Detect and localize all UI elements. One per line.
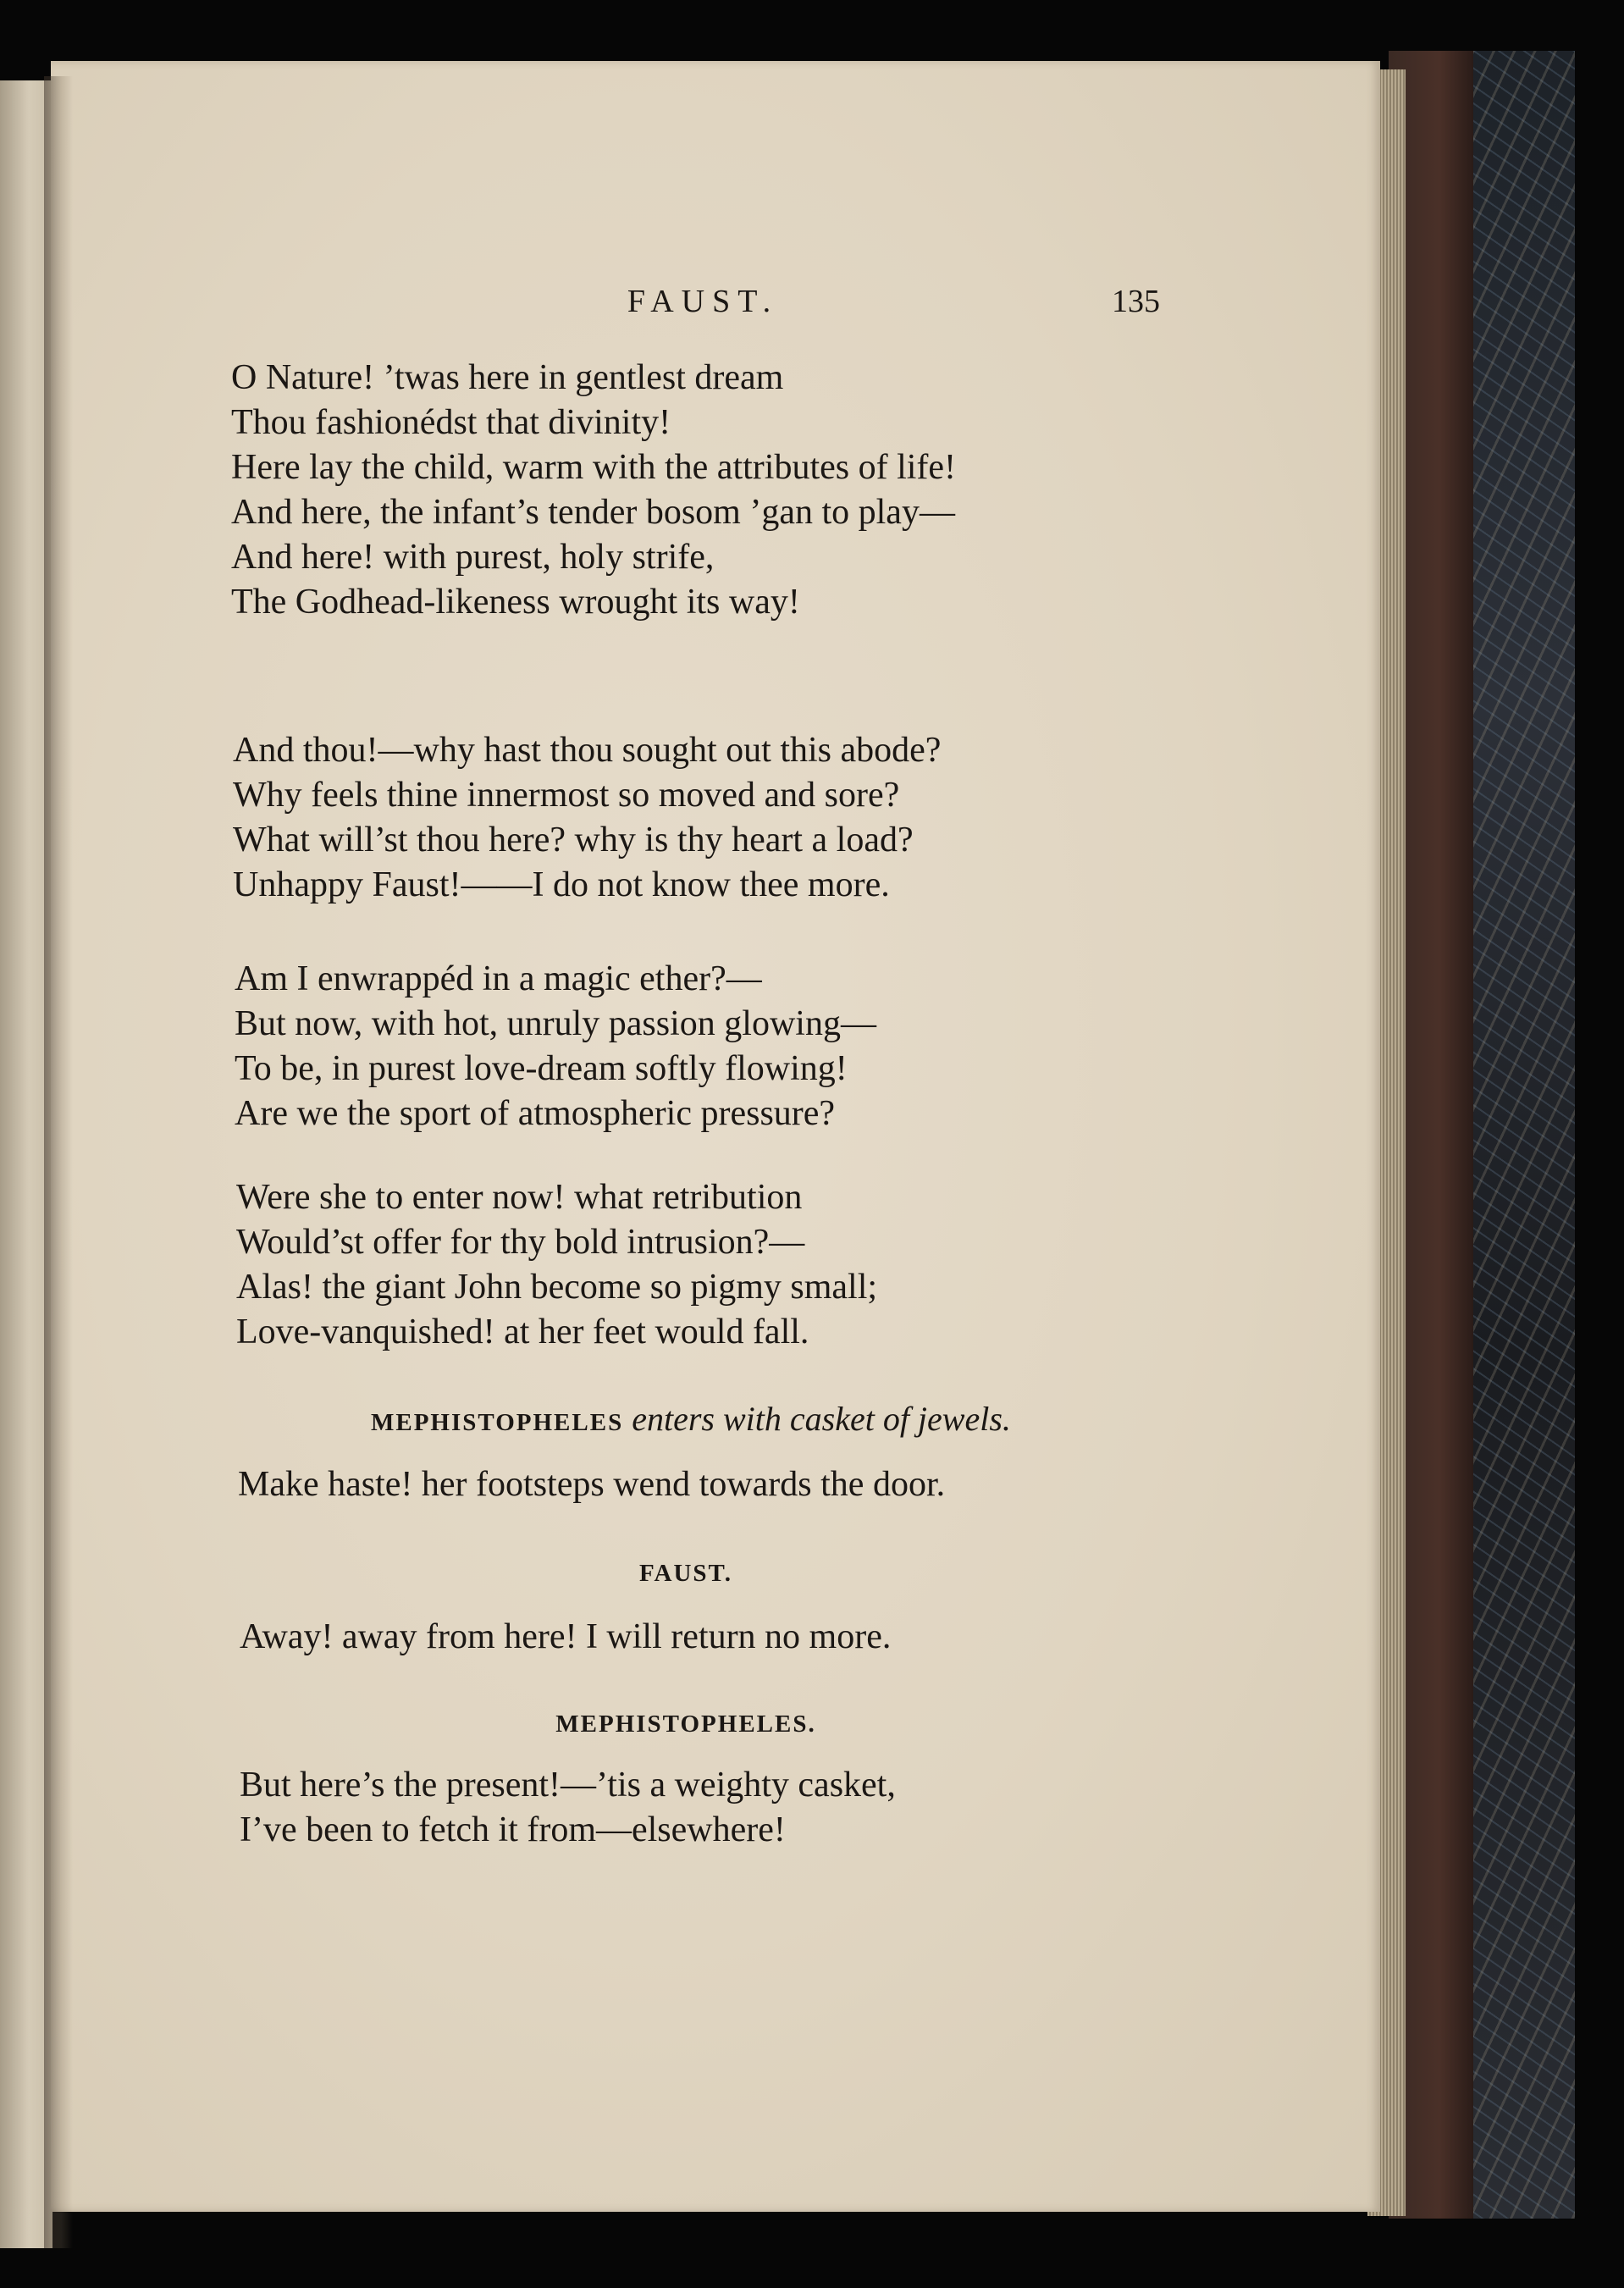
verse-line: And thou!—why hast thou sought out this abode?: [233, 731, 942, 770]
stage-direction-speaker: MEPHISTOPHELES: [371, 1409, 624, 1436]
book-page: [51, 61, 1380, 2212]
stanza-1: [231, 356, 956, 625]
verse-line: Why feels thine innermost so moved and sore?: [233, 776, 900, 815]
book-gutter: [44, 76, 73, 2248]
verse-line: But here’s the present!—’tis a weighty casket,: [240, 1766, 896, 1804]
verse-line: Are we the sport of atmospheric pressure?: [235, 1094, 836, 1133]
verse-line: Away! away from here! I will return no more.: [240, 1617, 892, 1656]
verse-line: Were she to enter now! what retribution: [236, 1178, 803, 1217]
verse-line: Unhappy Faust!——I do not know thee more.: [233, 865, 890, 904]
speech-3: [240, 1763, 896, 1853]
verse-line: O Nature! ’twas here in gentlest dream: [231, 358, 784, 397]
verse-line: The Godhead-likeness wrought its way!: [231, 583, 800, 622]
verse-line: Make haste! her footsteps wend towards the door.: [238, 1465, 946, 1504]
stanza-4: [236, 1175, 877, 1355]
verse-line: To be, in purest love-dream softly flowing!: [235, 1049, 848, 1088]
verse-line: What will’st thou here? why is thy heart a load?: [233, 821, 914, 859]
verse-line: Thou fashionédst that divinity!: [231, 403, 671, 442]
speaker-label: MEPHISTOPHELES.: [555, 1710, 816, 1738]
speech-2: [240, 1615, 891, 1660]
verse-line: Love-vanquished! at her feet would fall.: [236, 1313, 809, 1351]
stage-direction: [371, 1399, 1011, 1439]
verse-line: Alas! the giant John become so pigmy small;: [236, 1268, 878, 1307]
page-number: 135: [1112, 284, 1160, 319]
stage-direction-text: enters with casket of jewels.: [632, 1400, 1011, 1438]
verse-line: And here! with purest, holy strife,: [231, 538, 715, 577]
speech-1: [238, 1462, 945, 1507]
stanza-3: [235, 957, 876, 1136]
running-title: FAUST.: [627, 284, 779, 319]
verse-line: But now, with hot, unruly passion glowing—: [235, 1004, 876, 1043]
verse-line: Would’st offer for thy bold intrusion?—: [236, 1223, 805, 1262]
verse-line: Here lay the child, warm with the attributes of life!: [231, 448, 957, 487]
speaker-label: FAUST.: [638, 1560, 733, 1587]
stanza-2: [233, 728, 941, 908]
verse-line: And here, the infant’s tender bosom ’gan to play—: [231, 493, 955, 532]
verse-line: I’ve been to fetch it from—elsewhere!: [240, 1810, 786, 1849]
verse-line: Am I enwrappéd in a magic ether?—: [235, 959, 762, 998]
